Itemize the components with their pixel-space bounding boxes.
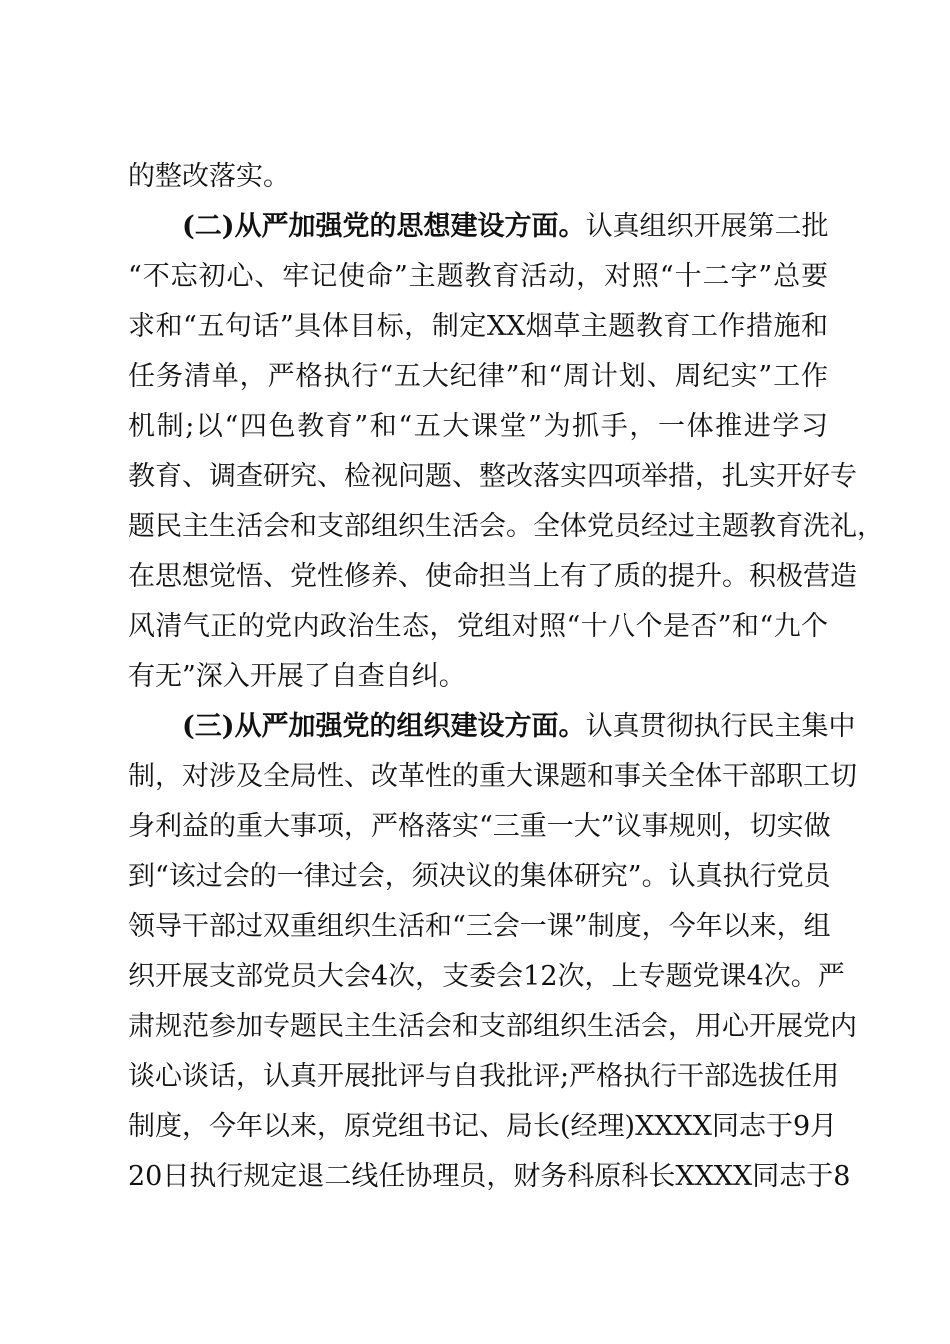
paragraph-line [128, 557, 857, 597]
section-heading: (三)从严加强党的组织建设方面。 [182, 711, 586, 742]
line-text: 在思想觉悟、党性修养、使命担当上有了质的提升。积极营造 [128, 561, 857, 592]
section-heading-line [182, 207, 828, 247]
paragraph-line [128, 507, 884, 547]
line-text: 身利益的重大事项，严格落实“三重一大”议事规则，切实做 [128, 811, 831, 842]
line-text: 的整改落实。 [128, 161, 290, 192]
line-text: 制度，今年以来，原党组书记、局长(经理)XXXX同志于9月 [128, 1111, 838, 1142]
line-text: 领导干部过双重组织生活和“三会一课”制度，今年以来，组 [128, 911, 831, 942]
paragraph-line [128, 957, 845, 997]
line-text: “不忘初心、牢记使命”主题教育活动，对照“十二字”总要 [128, 261, 828, 292]
line-text: 题民主生活会和支部组织生活会。全体党员经过主题教育洗礼， [128, 511, 884, 542]
paragraph-line [128, 357, 828, 397]
paragraph-line [128, 1107, 838, 1147]
line-text: 风清气正的党内政治生态，党组对照“十八个是否”和“九个 [128, 611, 828, 642]
line-text: 求和“五句话”具体目标，制定XX烟草主题教育工作措施和 [128, 311, 828, 342]
paragraph-line [128, 607, 828, 647]
section-heading-line [182, 707, 856, 747]
line-text: 到“该过会的一律过会，须决议的集体研究”。认真执行党员 [128, 861, 831, 892]
paragraph-line [128, 157, 828, 197]
paragraph-line [128, 257, 828, 297]
paragraph-line [128, 1007, 857, 1047]
line-text: 20日执行规定退二线任协理员，财务科原科长XXXX同志于8 [128, 1161, 851, 1192]
line-text: 机制;以“四色教育”和“五大课堂”为抓手，一体推进学习 [128, 411, 828, 442]
paragraph-line [128, 407, 828, 447]
line-text: 织开展支部党员大会4次，支委会12次，上专题党课4次。严 [128, 961, 845, 992]
line-text: 有无”深入开展了自查自纠。 [128, 661, 466, 692]
line-text: 任务清单，严格执行“五大纪律”和“周计划、周纪实”工作 [128, 361, 828, 392]
line-text: 谈心谈话，认真开展批评与自我批评;严格执行干部选拔任用 [128, 1061, 840, 1092]
line-text: 教育、调查研究、检视问题、整改落实四项举措，扎实开好专 [128, 461, 857, 492]
section-heading: (二)从严加强党的思想建设方面。 [182, 211, 586, 242]
paragraph-line [128, 1157, 851, 1197]
paragraph-line [128, 757, 857, 797]
line-text: 制，对涉及全局性、改革性的重大课题和事关全体干部职工切 [128, 761, 857, 792]
paragraph-line [128, 657, 828, 697]
paragraph-line [128, 307, 828, 347]
paragraph-line [128, 857, 831, 897]
paragraph-line [128, 1057, 840, 1097]
line-text: 认真贯彻执行民主集中 [585, 711, 856, 742]
line-text: 认真组织开展第二批 [585, 211, 829, 242]
paragraph-line [128, 907, 831, 947]
paragraph-line [128, 807, 831, 847]
line-text: 肃规范参加专题民主生活会和支部组织生活会，用心开展党内 [128, 1011, 857, 1042]
paragraph-line [128, 457, 857, 497]
